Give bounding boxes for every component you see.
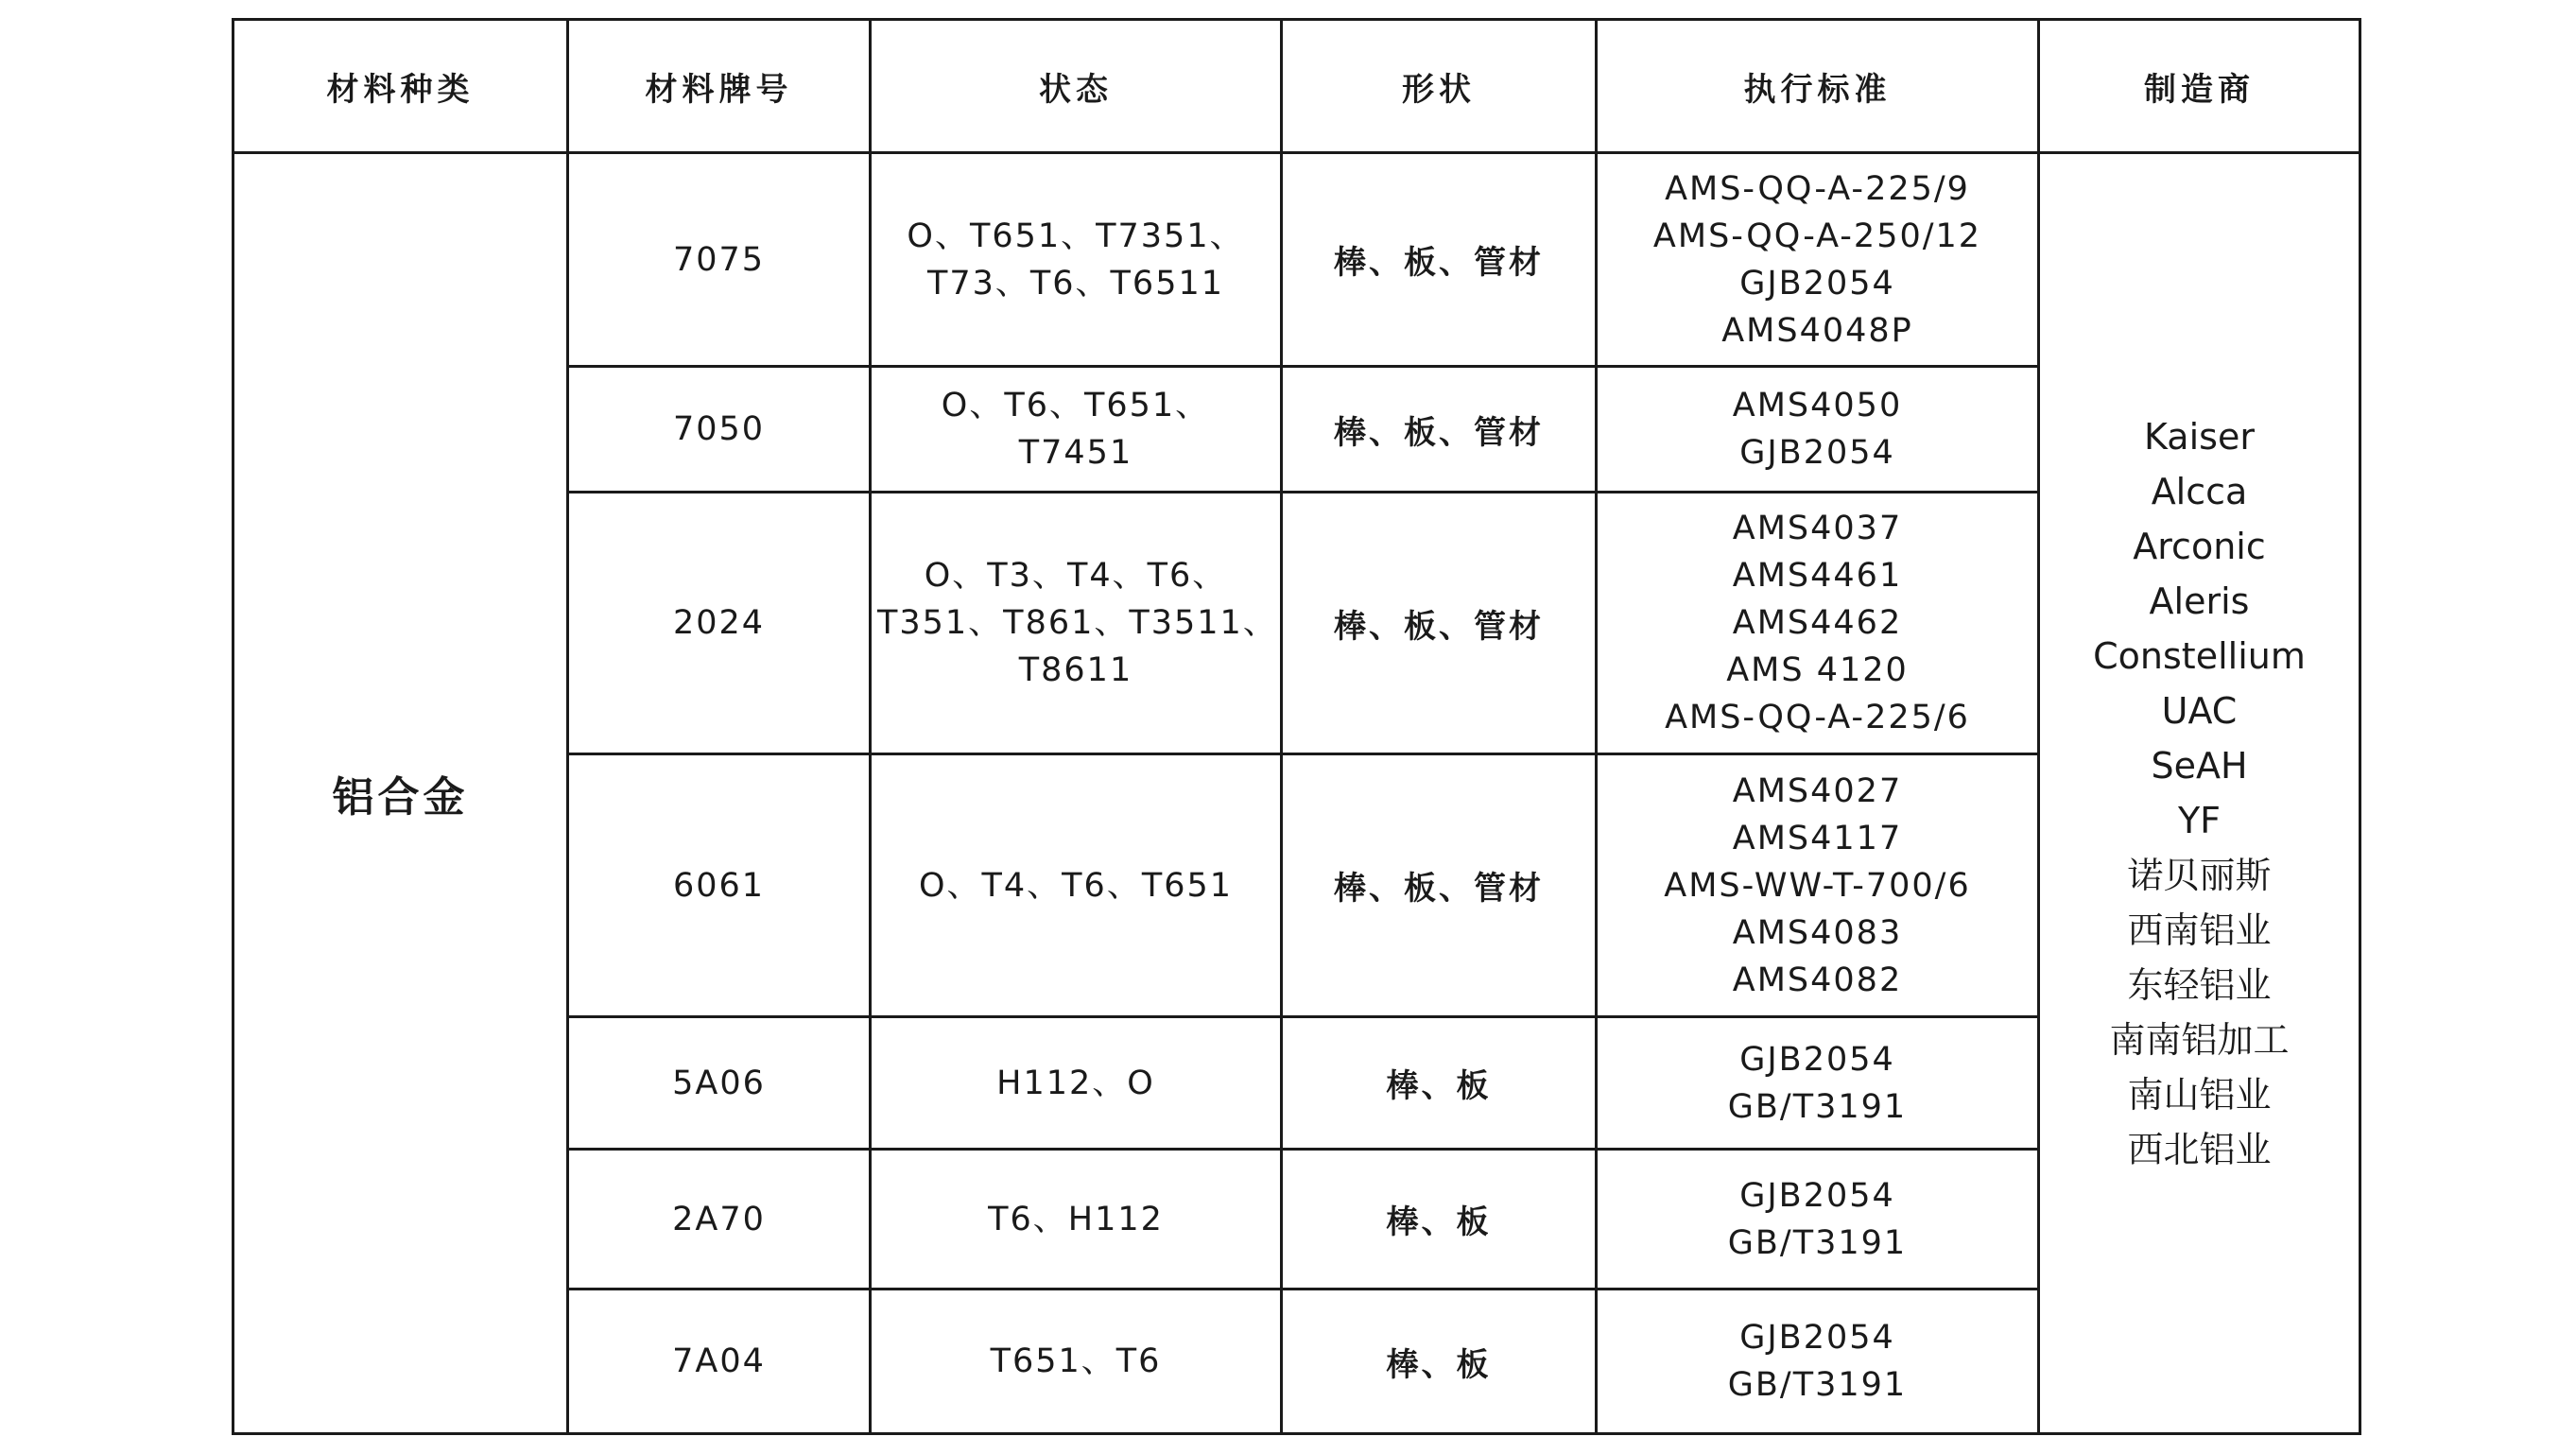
standard-line: GJB2054 (1739, 434, 1895, 472)
standard-line: GJB2054 (1739, 1319, 1895, 1357)
temper-cell (871, 153, 1282, 367)
manufacturer-name: 南山铝业 (2127, 1074, 2272, 1116)
manufacturer-name: Kaiser (2144, 416, 2255, 458)
grade-cell: 7050 (568, 367, 871, 493)
temper-cell (871, 754, 1282, 1017)
standard-line: AMS 4120 (1726, 651, 1909, 689)
standard-line: AMS4462 (1732, 604, 1903, 642)
temper-cell (871, 1290, 1282, 1434)
temper-line: T7451 (1018, 434, 1133, 472)
header-row (233, 20, 2360, 153)
table-row (233, 153, 2360, 367)
standard-line: AMS4050 (1732, 387, 1903, 424)
manufacturer-name: 西南铝业 (2127, 909, 2272, 951)
grade-cell: 7075 (568, 153, 871, 367)
manufacturer-name: 东轻铝业 (2127, 964, 2272, 1006)
manufacturer-name: 西北铝业 (2127, 1129, 2272, 1170)
standard-line: GJB2054 (1739, 264, 1895, 303)
header-grade: 材料牌号 (568, 20, 871, 153)
manufacturer-name: 南南铝加工 (2109, 1019, 2290, 1061)
standard-line: AMS4048P (1721, 311, 1913, 350)
shape-cell: 棒、板 (1282, 1150, 1597, 1290)
manufacturer-name: UAC (2161, 690, 2238, 732)
shape-cell: 棒、板 (1282, 1017, 1597, 1150)
standard-line: GB/T3191 (1727, 1366, 1908, 1404)
standards-cell (1597, 1017, 2039, 1150)
header-manufacturer: 制造商 (2039, 20, 2360, 153)
standard-line: GJB2054 (1739, 1040, 1895, 1079)
materials-table (232, 18, 2361, 1435)
standards-cell (1597, 367, 2039, 493)
temper-line: T351、T861、T3511、 (877, 604, 1278, 642)
standard-line: AMS-QQ-A-250/12 (1652, 216, 1982, 255)
manufacturers-cell (2039, 153, 2360, 1434)
standard-line: AMS-WW-T-700/6 (1664, 866, 1971, 905)
temper-line: H112、O (996, 1064, 1155, 1102)
header-category: 材料种类 (233, 20, 568, 153)
standard-line: AMS4037 (1732, 510, 1903, 547)
manufacturer-name: Aleris (2149, 580, 2250, 622)
temper-line: O、T3、T4、T6、 (924, 557, 1228, 595)
temper-cell (871, 367, 1282, 493)
standard-line: AMS4082 (1732, 961, 1903, 999)
manufacturer-name: Arconic (2133, 526, 2266, 567)
standard-line: GB/T3191 (1727, 1223, 1908, 1262)
shape-cell: 棒、板、管材 (1282, 153, 1597, 367)
shape-cell: 棒、板 (1282, 1290, 1597, 1434)
category-cell: 铝合金 (233, 153, 568, 1434)
temper-line: T6、H112 (988, 1200, 1164, 1238)
standard-line: AMS4461 (1732, 557, 1903, 595)
standard-line: AMS-QQ-A-225/6 (1665, 699, 1970, 736)
manufacturer-name: Alcca (2151, 471, 2248, 512)
shape-cell: 棒、板、管材 (1282, 754, 1597, 1017)
standard-line: AMS4117 (1732, 819, 1903, 857)
temper-line: O、T651、T7351、 (907, 216, 1245, 255)
grade-cell: 2024 (568, 493, 871, 754)
grade-cell: 5A06 (568, 1017, 871, 1150)
header-standard: 执行标准 (1597, 20, 2039, 153)
grade-cell: 6061 (568, 754, 871, 1017)
standard-line: GB/T3191 (1727, 1087, 1908, 1126)
temper-cell (871, 493, 1282, 754)
header-temper: 状态 (871, 20, 1282, 153)
manufacturer-name: Constellium (2093, 635, 2306, 677)
temper-line: O、T6、T651、 (941, 387, 1211, 424)
standards-cell (1597, 153, 2039, 367)
standard-line: GJB2054 (1739, 1176, 1895, 1215)
grade-cell: 7A04 (568, 1290, 871, 1434)
standards-cell (1597, 493, 2039, 754)
shape-cell: 棒、板、管材 (1282, 493, 1597, 754)
manufacturer-name: SeAH (2151, 745, 2248, 787)
header-shape: 形状 (1282, 20, 1597, 153)
temper-line: T73、T6、T6511 (926, 264, 1224, 303)
temper-line: O、T4、T6、T651 (918, 866, 1234, 905)
standard-line: AMS4027 (1732, 771, 1903, 810)
manufacturer-name: YF (2177, 800, 2222, 841)
standards-cell (1597, 1290, 2039, 1434)
shape-cell: 棒、板、管材 (1282, 367, 1597, 493)
manufacturer-name: 诺贝丽斯 (2127, 855, 2272, 896)
standards-cell (1597, 1150, 2039, 1290)
standard-line: AMS-QQ-A-225/9 (1665, 169, 1970, 208)
standard-line: AMS4083 (1732, 913, 1903, 952)
temper-line: T651、T6 (990, 1342, 1162, 1380)
temper-line: T8611 (1018, 651, 1133, 689)
standards-cell (1597, 754, 2039, 1017)
temper-cell (871, 1017, 1282, 1150)
grade-cell: 2A70 (568, 1150, 871, 1290)
temper-cell (871, 1150, 1282, 1290)
